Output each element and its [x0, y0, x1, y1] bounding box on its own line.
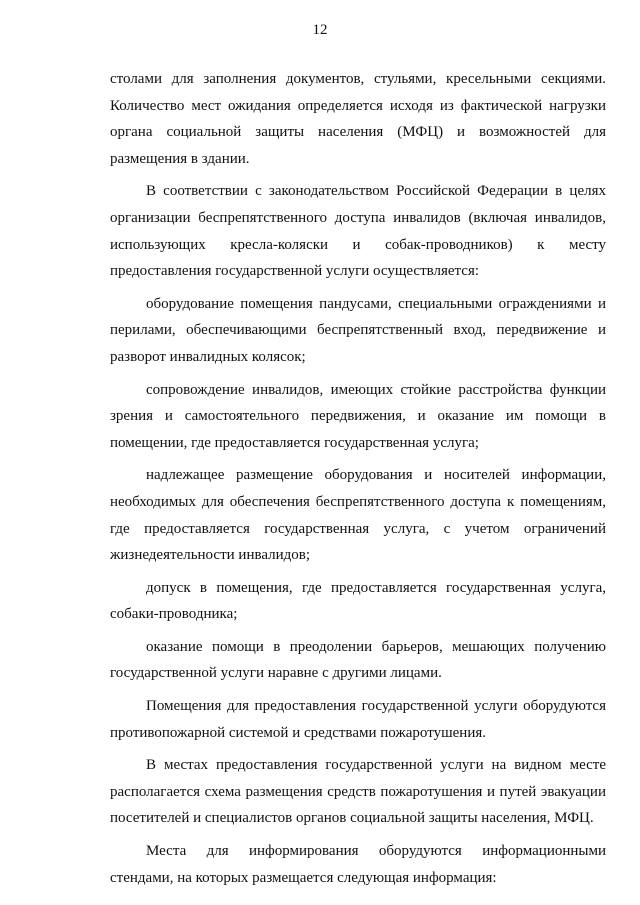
paragraph-1: столами для заполнения документов, стульями, кресельными секциями. Количество мест ожидания определяется исходя из фактической нагрузки органа социальной защиты населения (МФЦ) и возможностей для размещения в здании. — [110, 71, 606, 167]
paragraph-4: сопровождение инвалидов, имеющих стойкие расстройства функции зрения и самостоятельного передвижения, и оказание им помощи в помещении, где предоставляется государственная услуга; — [110, 381, 606, 451]
paragraph-2: В соответствии с законодательством Российской Федерации в целях организации беспрепятственного доступа инвалидов (включая инвалидов, использующих кресла-коляски и собак-проводников) к месту предоставления государственной услуги осуществляется: — [110, 183, 606, 280]
paragraph-8: Помещения для предоставления государственной услуги оборудуются противопожарной системой и средствами пожаротушения. — [110, 698, 606, 741]
paragraph-9: В местах предоставления государственной услуги на видном месте располагается схема размещения средств пожаротушения и путей эвакуации посетителей и специалистов органов социальной защиты населения, МФЦ. — [110, 757, 606, 827]
paragraph-3: оборудование помещения пандусами, специальными ограждениями и перилами, обеспечивающими беспрепятственный вход, передвижение и разворот инвалидных колясок; — [110, 295, 606, 365]
document-body — [110, 66, 606, 897]
paragraph-5: надлежащее размещение оборудования и носителей информации, необходимых для обеспечения беспрепятственного доступа к помещениям, где предоставляется государственная услуга, с учетом ограничений жизнедеятельности инвалидов; — [110, 467, 606, 564]
page-number: 12 — [312, 22, 328, 38]
paragraph-10: Места для информирования оборудуются информационными стендами, на которых размещается следующая информация: — [110, 843, 606, 886]
paragraph-6: допуск в помещения, где предоставляется государственная услуга, собаки-проводника; — [110, 579, 606, 623]
paragraph-7: оказание помощи в преодолении барьеров, мешающих получению государственной услуги наравне с другими лицами. — [110, 638, 606, 682]
